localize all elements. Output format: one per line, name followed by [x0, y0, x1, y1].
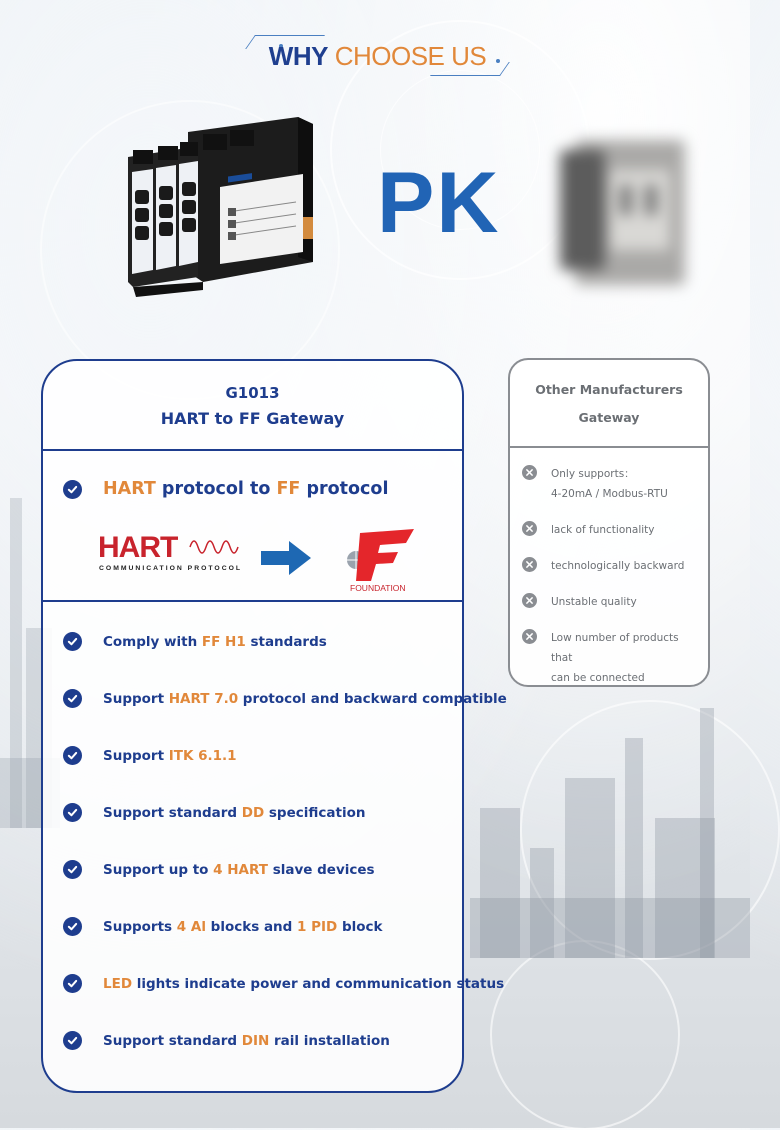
feature-item — [63, 746, 237, 765]
hart-logo-text: HART — [98, 531, 178, 564]
x-circle-icon — [522, 465, 537, 480]
check-circle-icon — [63, 689, 82, 708]
feature-text: LED lights indicate power and communication status — [103, 975, 505, 992]
feature-text: Support standard DIN rail installation — [103, 1032, 390, 1049]
other-manufacturers-card — [508, 358, 710, 687]
feature-item — [63, 1031, 390, 1050]
x-circle-icon — [522, 521, 537, 536]
feature-text: Support standard DD specification — [103, 804, 366, 821]
protocol-conversion-section — [43, 451, 462, 602]
other-card-header — [510, 360, 708, 448]
competitor-product-image — [555, 130, 700, 295]
drawback-item: lack of functionality — [522, 520, 703, 540]
drawback-item: Low number of products that can be connected — [522, 628, 703, 688]
ff-logo — [347, 529, 414, 593]
section-title — [255, 33, 500, 78]
g1013-card — [41, 359, 507, 1093]
product-model: G1013 — [225, 384, 280, 402]
feature-text: Support HART 7.0 protocol and backward compatible — [103, 690, 507, 707]
product-name: HART to FF Gateway — [160, 409, 345, 428]
feature-item — [63, 803, 365, 822]
drawback-item: Unstable quality — [522, 592, 703, 612]
feature-item — [63, 974, 504, 993]
other-card-title-line1: Other Manufacturers — [535, 382, 683, 397]
feature-text: Comply with FF H1 standards — [103, 633, 327, 650]
arrow-right-icon — [261, 541, 311, 575]
drawback-item: technologically backward — [522, 556, 703, 576]
feature-text: Supports 4 Al blocks and 1 PID block — [103, 918, 383, 935]
g1013-product-image — [118, 112, 318, 302]
check-circle-icon — [63, 974, 82, 993]
title-bold: WHY — [268, 41, 328, 71]
feature-text: Support ITK 6.1.1 — [103, 747, 237, 764]
feature-text: Support up to 4 HART slave devices — [103, 861, 375, 878]
check-circle-icon — [63, 803, 82, 822]
x-circle-icon — [522, 593, 537, 608]
title-light: CHOOSE US — [334, 41, 487, 71]
feature-item — [63, 917, 383, 936]
g1013-card-header — [43, 361, 462, 451]
x-circle-icon — [522, 629, 537, 644]
check-circle-icon — [63, 746, 82, 765]
protocol-conversion-text: HART protocol to FF protocol — [103, 479, 389, 499]
other-card-title-line2: Gateway — [578, 410, 640, 425]
title-text — [255, 41, 500, 72]
check-circle-icon — [63, 480, 82, 499]
check-circle-icon — [63, 632, 82, 651]
protocol-logos — [98, 523, 428, 593]
pk-label: PK — [377, 155, 501, 251]
feature-item — [63, 689, 507, 708]
hart-logo-subtitle: COMMUNICATION PROTOCOL — [99, 565, 243, 572]
drawback-item: Only supports： 4-20mA / Modbus-RTU — [522, 464, 703, 504]
check-circle-icon — [63, 1031, 82, 1050]
check-circle-icon — [63, 860, 82, 879]
ff-logo-text: FOUNDATION — [350, 583, 406, 593]
check-circle-icon — [63, 917, 82, 936]
factory-silhouette — [470, 698, 750, 958]
hart-logo — [98, 531, 242, 572]
x-circle-icon — [522, 557, 537, 572]
feature-item — [63, 632, 327, 651]
feature-item — [63, 860, 375, 879]
